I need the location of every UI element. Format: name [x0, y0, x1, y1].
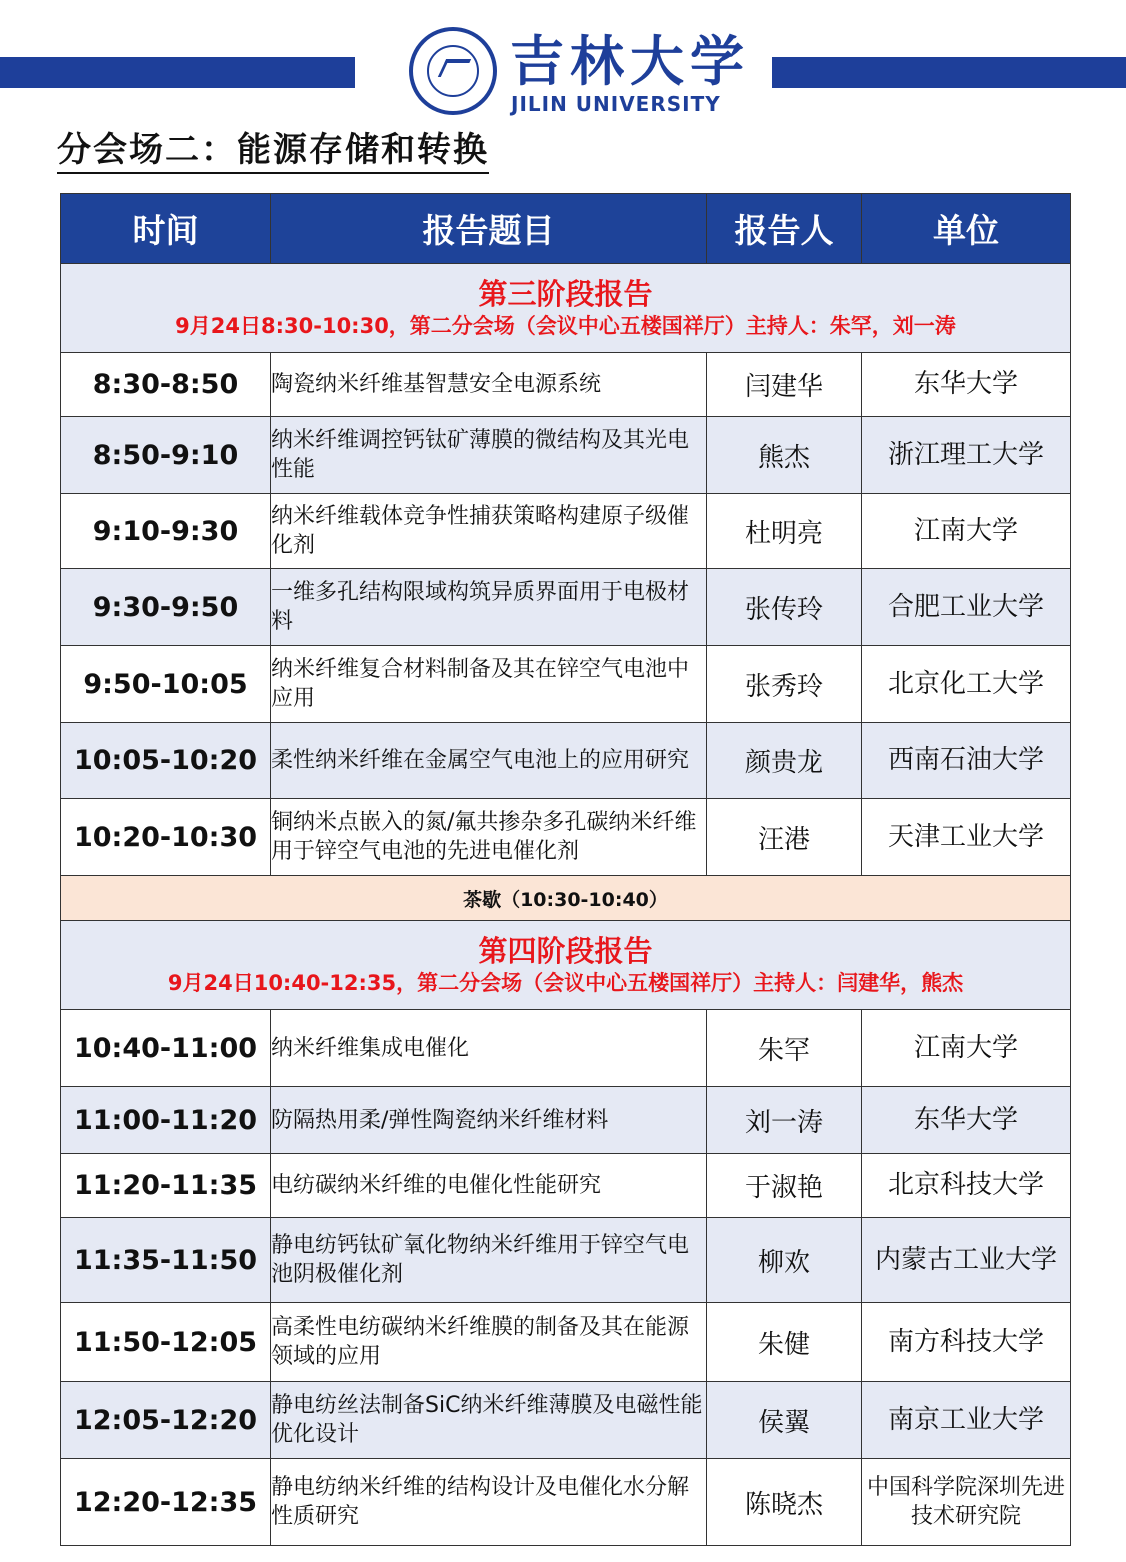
title-cell: 纳米纤维复合材料制备及其在锌空气电池中应用 [271, 646, 707, 723]
header-bar-left [0, 57, 355, 88]
university-seal-icon [409, 27, 497, 115]
table-row [61, 1010, 1071, 1087]
title-cell: 静电纺钙钛矿氧化物纳米纤维用于锌空气电池阴极催化剂 [271, 1218, 707, 1303]
section-header-cell [61, 264, 1071, 353]
table-row [61, 1218, 1071, 1303]
logo-english: JILIN UNIVERSITY [511, 92, 721, 116]
column-header-unit: 单位 [862, 194, 1071, 264]
seal-inner-ring [427, 45, 479, 97]
unit-cell: 天津工业大学 [862, 799, 1071, 876]
time-cell: 12:20-12:35 [61, 1459, 271, 1546]
schedule-table [60, 193, 1071, 1546]
section-title: 第四阶段报告 [478, 934, 653, 968]
time-cell: 11:35-11:50 [61, 1218, 271, 1303]
time-cell: 10:20-10:30 [61, 799, 271, 876]
section-header-row [61, 921, 1071, 1010]
table-row [61, 1303, 1071, 1382]
speaker-cell: 朱健 [707, 1303, 862, 1382]
title-cell: 电纺碳纳米纤维的电催化性能研究 [271, 1154, 707, 1218]
page-title: 分会场二：能源存储和转换 [57, 128, 489, 174]
time-cell: 10:05-10:20 [61, 723, 271, 799]
unit-cell: 南方科技大学 [862, 1303, 1071, 1382]
title-cell: 陶瓷纳米纤维基智慧安全电源系统 [271, 353, 707, 417]
title-cell: 静电纺丝法制备SiC纳米纤维薄膜及电磁性能优化设计 [271, 1382, 707, 1459]
unit-cell: 北京化工大学 [862, 646, 1071, 723]
section-header-row [61, 264, 1071, 353]
time-cell: 12:05-12:20 [61, 1382, 271, 1459]
tea-break-row [61, 876, 1071, 921]
speaker-cell: 杜明亮 [707, 494, 862, 569]
time-cell: 9:10-9:30 [61, 494, 271, 569]
table-row [61, 494, 1071, 569]
section-subtitle: 9月24日10:40-12:35，第二分会场（会议中心五楼国祥厅）主持人：闫建华，熊杰 [167, 971, 964, 995]
table-row [61, 723, 1071, 799]
column-header-speaker: 报告人 [707, 194, 862, 264]
section-subtitle: 9月24日8:30-10:30，第二分会场（会议中心五楼国祥厅）主持人：朱罕，刘一涛 [175, 314, 956, 338]
unit-cell: 内蒙古工业大学 [862, 1218, 1071, 1303]
table-row [61, 417, 1071, 494]
table-row [61, 569, 1071, 646]
time-cell: 10:40-11:00 [61, 1010, 271, 1087]
speaker-cell: 闫建华 [707, 353, 862, 417]
title-cell: 防隔热用柔/弹性陶瓷纳米纤维材料 [271, 1087, 707, 1154]
table-row [61, 1382, 1071, 1459]
time-cell: 8:50-9:10 [61, 417, 271, 494]
title-cell: 静电纺纳米纤维的结构设计及电催化水分解性质研究 [271, 1459, 707, 1546]
speaker-cell: 于淑艳 [707, 1154, 862, 1218]
unit-cell: 东华大学 [862, 1087, 1071, 1154]
time-cell: 9:50-10:05 [61, 646, 271, 723]
seal-roof-mark [438, 59, 471, 77]
title-cell: 铜纳米点嵌入的氮/氟共掺杂多孔碳纳米纤维用于锌空气电池的先进电催化剂 [271, 799, 707, 876]
speaker-cell: 颜贵龙 [707, 723, 862, 799]
speaker-cell: 刘一涛 [707, 1087, 862, 1154]
tea-break-cell: 茶歇（10:30-10:40） [61, 876, 1071, 921]
table-header-row [61, 194, 1071, 264]
table-row [61, 1459, 1071, 1546]
title-cell: 柔性纳米纤维在金属空气电池上的应用研究 [271, 723, 707, 799]
unit-cell: 江南大学 [862, 1010, 1071, 1087]
logo-chinese: 吉林大学 [510, 29, 750, 93]
unit-cell: 中国科学院深圳先进技术研究院 [862, 1459, 1071, 1546]
table-row [61, 646, 1071, 723]
speaker-cell: 侯翼 [707, 1382, 862, 1459]
time-cell: 8:30-8:50 [61, 353, 271, 417]
unit-cell: 合肥工业大学 [862, 569, 1071, 646]
speaker-cell: 柳欢 [707, 1218, 862, 1303]
table-row [61, 1154, 1071, 1218]
title-cell: 高柔性电纺碳纳米纤维膜的制备及其在能源领域的应用 [271, 1303, 707, 1382]
table-row [61, 353, 1071, 417]
section-header-cell [61, 921, 1071, 1010]
title-cell: 纳米纤维载体竞争性捕获策略构建原子级催化剂 [271, 494, 707, 569]
section-title: 第三阶段报告 [478, 277, 653, 311]
time-cell: 9:30-9:50 [61, 569, 271, 646]
unit-cell: 东华大学 [862, 353, 1071, 417]
speaker-cell: 陈晓杰 [707, 1459, 862, 1546]
table-row [61, 1087, 1071, 1154]
table-row [61, 799, 1071, 876]
unit-cell: 南京工业大学 [862, 1382, 1071, 1459]
unit-cell: 江南大学 [862, 494, 1071, 569]
column-header-time: 时间 [61, 194, 271, 264]
speaker-cell: 朱罕 [707, 1010, 862, 1087]
unit-cell: 西南石油大学 [862, 723, 1071, 799]
time-cell: 11:20-11:35 [61, 1154, 271, 1218]
speaker-cell: 熊杰 [707, 417, 862, 494]
speaker-cell: 张秀玲 [707, 646, 862, 723]
title-cell: 纳米纤维调控钙钛矿薄膜的微结构及其光电性能 [271, 417, 707, 494]
unit-cell: 北京科技大学 [862, 1154, 1071, 1218]
speaker-cell: 汪港 [707, 799, 862, 876]
header-bar-right [772, 57, 1126, 88]
unit-cell: 浙江理工大学 [862, 417, 1071, 494]
column-header-title: 报告题目 [271, 194, 707, 264]
time-cell: 11:00-11:20 [61, 1087, 271, 1154]
title-cell: 一维多孔结构限域构筑异质界面用于电极材料 [271, 569, 707, 646]
title-cell: 纳米纤维集成电催化 [271, 1010, 707, 1087]
speaker-cell: 张传玲 [707, 569, 862, 646]
time-cell: 11:50-12:05 [61, 1303, 271, 1382]
